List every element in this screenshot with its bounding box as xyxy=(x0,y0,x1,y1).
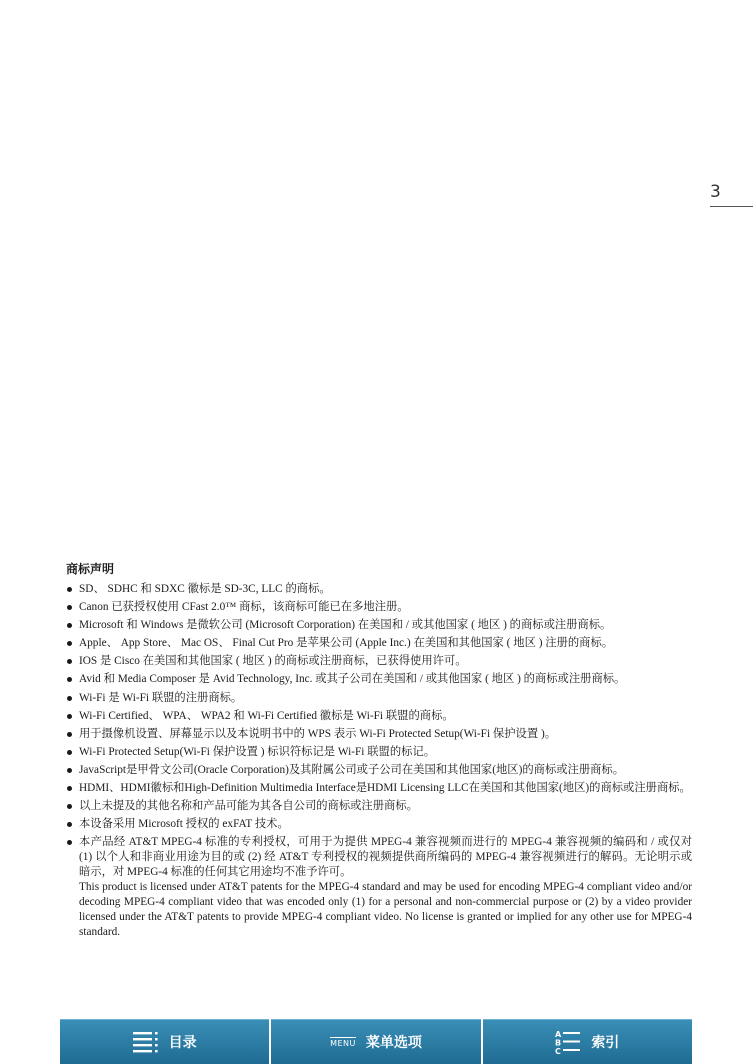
list-item: IOS 是 Cisco 在美国和其他国家 ( 地区 ) 的商标或注册商标，已获得使用许可。 xyxy=(66,654,692,669)
list-item: 用于摄像机设置、屏幕显示以及本说明书中的 WPS 表示 Wi-Fi Protected Setup(Wi-Fi 保护设置 )。 xyxy=(66,727,692,742)
list-item: Wi-Fi Protected Setup(Wi-Fi 保护设置 ) 标识符标记是 Wi-Fi 联盟的标记。 xyxy=(66,745,692,760)
abc-index-icon xyxy=(555,1029,581,1055)
mpeg-license-cn: 本产品经 AT&T MPEG-4 标准的专利授权，可用于为提供 MPEG-4 兼容视频而进行的 MPEG-4 兼容视频的编码和 / 或仅对 (1) 以个人和非商业用途为目的或 (2) 经 AT&T 专利授权的视频提供商所编码的 MPEG-4 兼容视频进行的解码。无论明示或暗示，对 MPEG-4 标准的任何其它用途均不准予许可。 xyxy=(79,836,692,879)
toc-label: 目录 xyxy=(168,1035,197,1051)
menu-options-button[interactable] xyxy=(271,1019,480,1064)
index-label: 索引 xyxy=(591,1035,620,1051)
section-title: 商标声明 xyxy=(66,562,115,576)
index-icon-letter: B xyxy=(555,1038,562,1048)
list-item: Wi-Fi Certified、 WPA、 WPA2 和 Wi-Fi Certified 徽标是 Wi-Fi 联盟的商标。 xyxy=(66,709,692,724)
page-number: 3 xyxy=(710,182,721,202)
list-item: SD、 SDHC 和 SDXC 徽标是 SD-3C, LLC 的商标。 xyxy=(66,582,692,597)
list-item: 本设备采用 Microsoft 授权的 exFAT 技术。 xyxy=(66,817,692,832)
list-item-mpeg xyxy=(66,835,692,940)
list-item: HDMI、HDMI徽标和High-Definition Multimedia Interface是HDMI Licensing LLC在美国和其他国家(地区)的商标或注册商标。 xyxy=(66,781,692,796)
page-number-rule xyxy=(710,206,753,207)
list-item: JavaScript是甲骨文公司(Oracle Corporation)及其附属公司或子公司在美国和其他国家(地区)的商标或注册商标。 xyxy=(66,763,692,778)
list-item: Canon 已获授权使用 CFast 2.0™ 商标，该商标可能已在多地注册。 xyxy=(66,600,692,615)
toc-button[interactable] xyxy=(60,1019,269,1064)
mpeg-license-en: This product is licensed under AT&T patents for the MPEG-4 standard and may be used for encoding MPEG-4 compliant video and/or decoding MPEG-4 compliant video that was encoded only (1) for a personal and non-commercial purpose or (2) by a video provider licensed under the AT&T patents to provide MPEG-4 compliant video. No license is granted or implied for any other use for MPEG-4 standard. xyxy=(79,881,692,939)
bottom-nav-bar xyxy=(60,1019,692,1064)
list-item: Wi-Fi 是 Wi-Fi 联盟的注册商标。 xyxy=(66,691,692,706)
menu-icon: MENU xyxy=(330,1038,356,1048)
trademark-list xyxy=(66,582,692,940)
list-item: 以上未提及的其他名称和产品可能为其各自公司的商标或注册商标。 xyxy=(66,799,692,814)
list-icon xyxy=(133,1031,159,1053)
trademark-section xyxy=(66,560,692,943)
index-button[interactable] xyxy=(483,1019,692,1064)
index-icon-letter: A xyxy=(555,1030,562,1039)
menu-options-label: 菜单选项 xyxy=(365,1035,422,1051)
list-item: Microsoft 和 Windows 是微软公司 (Microsoft Corporation) 在美国和 / 或其他国家 ( 地区 ) 的商标或注册商标。 xyxy=(66,618,692,633)
list-item: Apple、 App Store、 Mac OS、 Final Cut Pro 是苹果公司 (Apple Inc.) 在美国和其他国家 ( 地区 ) 注册的商标。 xyxy=(66,636,692,651)
index-icon-letter: C xyxy=(555,1047,562,1055)
list-item: Avid 和 Media Composer 是 Avid Technology, Inc. 或其子公司在美国和 / 或其他国家 ( 地区 ) 的商标或注册商标。 xyxy=(66,672,692,687)
